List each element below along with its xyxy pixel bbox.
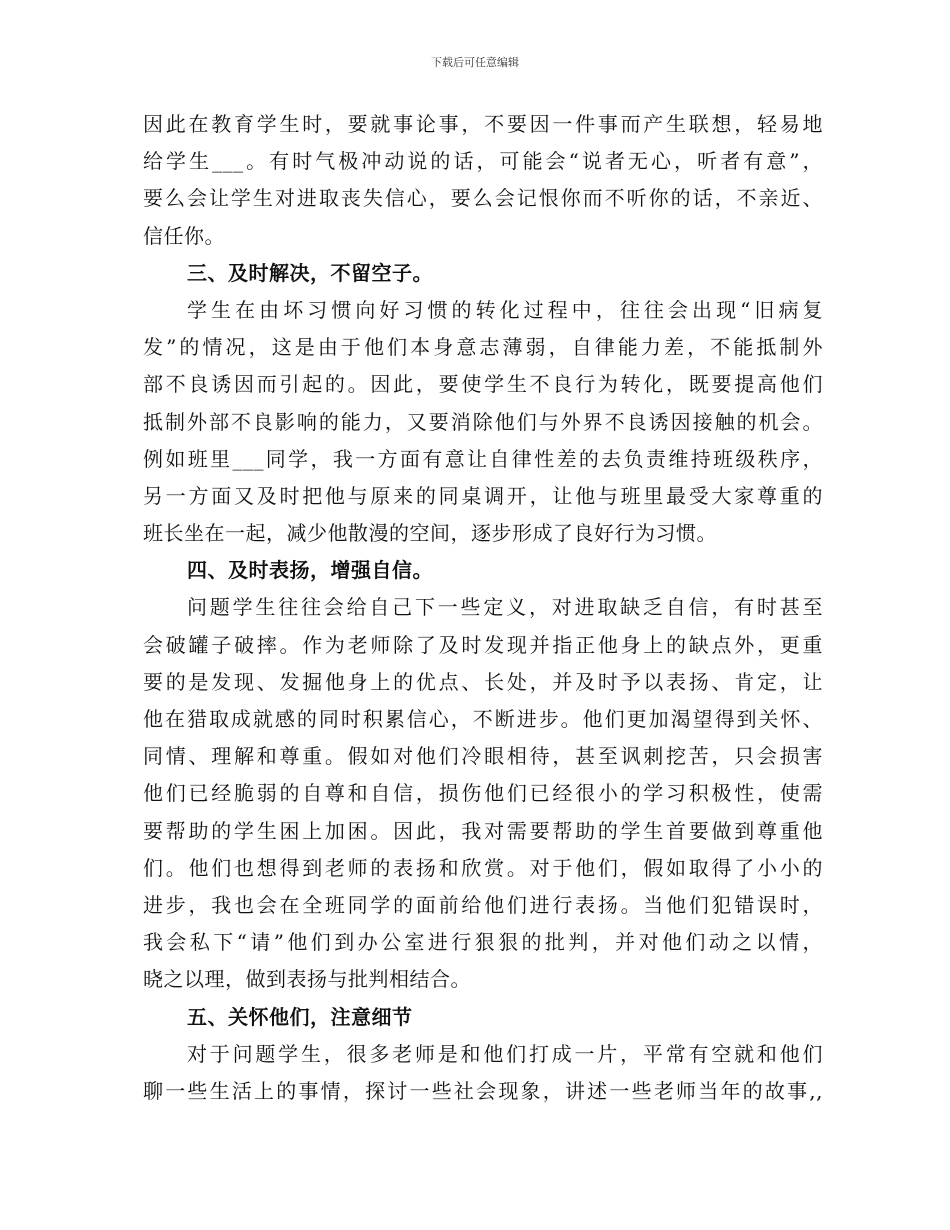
section-heading: 五、关怀他们，注意细节 [187,1004,413,1029]
text-line: 会破罐子破摔。作为老师除了及时发现并指正他身上的缺点外，更重 [143,632,823,657]
text-line: 给学生___。有时气极冲动说的话，可能会“说者无心，听者有意”， [143,149,823,174]
text-line: 要帮助的学生困上加困。因此，我对需要帮助的学生首要做到尊重他 [143,818,823,843]
text-line: 例如班里___同学，我一方面有意让自律性差的去负责维持班级秩序， [143,446,823,471]
page-header: 下载后可任意编辑 [431,56,519,69]
document-body [143,106,823,1110]
section-heading: 三、及时解决，不留空子。 [187,260,433,285]
text-line: 他们已经脆弱的自尊和自信，损伤他们已经很小的学习积极性，使需 [143,781,823,806]
text-line: 聊一些生活上的事情，探讨一些社会现象，讲述一些老师当年的故事,, [143,1078,823,1103]
text-line: 晓之以理，做到表扬与批判相结合。 [143,967,471,992]
text-line: 要的是发现、发掘他身上的优点、长处，并及时予以表扬、肯定，让 [143,669,823,694]
text-line: 班长坐在一起，减少他散漫的空间，逐步形成了良好行为习惯。 [143,521,717,546]
text-line: 要么会让学生对进取丧失信心，要么会记恨你而不听你的话，不亲近、 [143,186,823,211]
text-line: 学生在由坏习惯向好习惯的转化过程中，往往会出现“旧病复 [187,297,823,322]
text-line: 另一方面又及时把他与原来的同桌调开，让他与班里最受大家尊重的 [143,483,823,508]
text-line: 问题学生往往会给自己下一些定义，对进取缺乏自信，有时甚至 [187,595,823,620]
section-heading: 四、及时表扬，增强自信。 [187,558,433,583]
text-line: 们。他们也想得到老师的表扬和欣赏。对于他们，假如取得了小小的 [143,855,823,880]
text-line: 抵制外部不良影响的能力，又要消除他们与外界不良诱因接触的机会。 [143,409,823,434]
text-line: 他在猎取成就感的同时积累信心，不断进步。他们更加渴望得到关怀、 [143,707,823,731]
text-line: 部不良诱因而引起的。因此，要使学生不良行为转化，既要提高他们 [143,372,823,397]
text-line: 我会私下“请”他们到办公室进行狠狠的批判，并对他们动之以情， [143,930,823,955]
text-line: 发”的情况，这是由于他们本身意志薄弱，自律能力差，不能抵制外 [143,335,823,360]
text-line: 对于问题学生，很多老师是和他们打成一片，平常有空就和他们 [187,1041,823,1066]
text-line: 进步，我也会在全班同学的面前给他们进行表扬。当他们犯错误时， [143,892,823,917]
text-line: 因此在教育学生时，要就事论事，不要因一件事而产生联想，轻易地 [143,112,823,136]
text-line: 同情、理解和尊重。假如对他们冷眼相待，甚至讽刺挖苦，只会损害 [143,744,823,769]
text-line: 信任你。 [143,223,225,248]
